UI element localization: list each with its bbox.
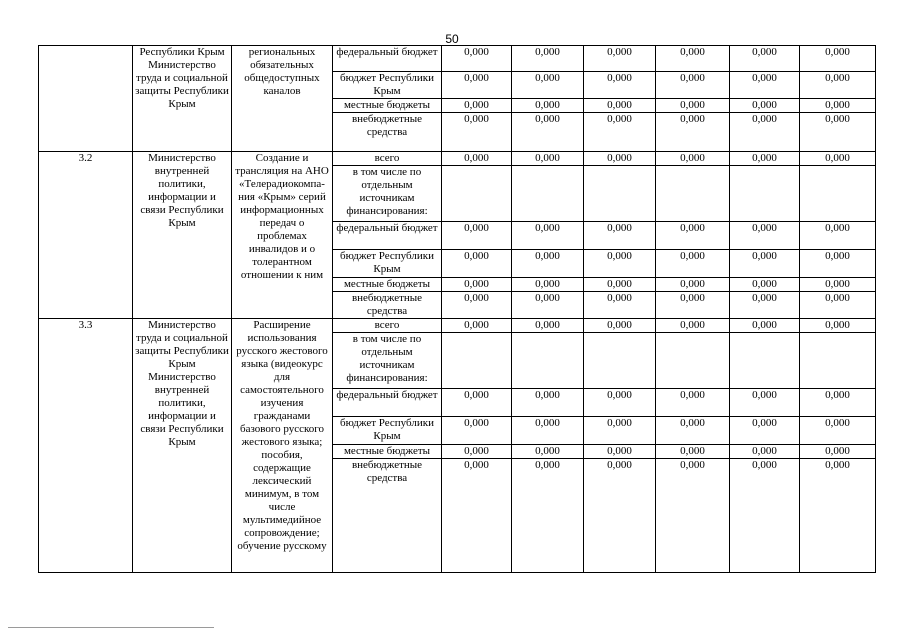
source-cell: местные бюджеты bbox=[333, 99, 442, 113]
activity-cell: Создание и трансляция на АНО «Телерадиокомпа-ния «Крым» серий информационных передач о проблемах инвалидов и о толерантном отношении к ним bbox=[232, 152, 333, 319]
value-cell: 0,000 bbox=[584, 250, 656, 278]
value-cell bbox=[442, 166, 512, 222]
value-cell: 0,000 bbox=[442, 445, 512, 459]
activity-cell: региональных обязательных общедоступных каналов bbox=[232, 46, 333, 152]
value-cell: 0,000 bbox=[442, 152, 512, 166]
value-cell: 0,000 bbox=[800, 389, 876, 417]
value-cell: 0,000 bbox=[656, 292, 730, 319]
row-number: 3.3 bbox=[39, 319, 133, 573]
value-cell: 0,000 bbox=[442, 72, 512, 99]
value-cell: 0,000 bbox=[584, 389, 656, 417]
value-cell bbox=[584, 333, 656, 389]
value-cell bbox=[800, 333, 876, 389]
source-cell: федеральный бюджет bbox=[333, 389, 442, 417]
value-cell: 0,000 bbox=[584, 99, 656, 113]
table-row bbox=[39, 46, 876, 72]
source-cell: бюджет Республики Крым bbox=[333, 72, 442, 99]
value-cell: 0,000 bbox=[656, 278, 730, 292]
value-cell: 0,000 bbox=[442, 222, 512, 250]
value-cell: 0,000 bbox=[512, 46, 584, 72]
value-cell: 0,000 bbox=[730, 99, 800, 113]
value-cell bbox=[512, 166, 584, 222]
value-cell: 0,000 bbox=[800, 46, 876, 72]
value-cell: 0,000 bbox=[442, 46, 512, 72]
page-number: 50 bbox=[445, 32, 459, 46]
value-cell: 0,000 bbox=[730, 417, 800, 445]
value-cell: 0,000 bbox=[584, 113, 656, 152]
value-cell: 0,000 bbox=[800, 417, 876, 445]
value-cell: 0,000 bbox=[584, 152, 656, 166]
value-cell bbox=[800, 166, 876, 222]
value-cell: 0,000 bbox=[730, 459, 800, 573]
value-cell bbox=[730, 166, 800, 222]
source-cell: местные бюджеты bbox=[333, 445, 442, 459]
value-cell: 0,000 bbox=[512, 319, 584, 333]
value-cell: 0,000 bbox=[730, 445, 800, 459]
value-cell: 0,000 bbox=[442, 459, 512, 573]
value-cell: 0,000 bbox=[656, 152, 730, 166]
value-cell bbox=[730, 333, 800, 389]
value-cell: 0,000 bbox=[512, 445, 584, 459]
executor-cell: Министерство внутренней политики, информации и связи Республики Крым bbox=[133, 152, 232, 319]
value-cell: 0,000 bbox=[656, 113, 730, 152]
value-cell: 0,000 bbox=[442, 99, 512, 113]
value-cell: 0,000 bbox=[730, 222, 800, 250]
value-cell: 0,000 bbox=[656, 319, 730, 333]
value-cell bbox=[584, 166, 656, 222]
value-cell: 0,000 bbox=[656, 72, 730, 99]
value-cell: 0,000 bbox=[512, 278, 584, 292]
source-cell: в том числе по отдельным источникам финансирования: bbox=[333, 333, 442, 389]
value-cell: 0,000 bbox=[512, 417, 584, 445]
footer-line bbox=[8, 627, 214, 628]
value-cell: 0,000 bbox=[800, 292, 876, 319]
value-cell: 0,000 bbox=[512, 222, 584, 250]
value-cell: 0,000 bbox=[800, 459, 876, 573]
value-cell: 0,000 bbox=[512, 389, 584, 417]
value-cell: 0,000 bbox=[512, 459, 584, 573]
source-cell: всего bbox=[333, 152, 442, 166]
value-cell: 0,000 bbox=[730, 292, 800, 319]
value-cell bbox=[512, 333, 584, 389]
value-cell: 0,000 bbox=[584, 292, 656, 319]
value-cell: 0,000 bbox=[584, 417, 656, 445]
value-cell: 0,000 bbox=[656, 389, 730, 417]
executor-cell: Министерство труда и социальной защиты Республики Крым Министерство внутренней политики, информации и связи Республики Крым bbox=[133, 319, 232, 573]
value-cell: 0,000 bbox=[584, 278, 656, 292]
source-cell: федеральный бюджет bbox=[333, 222, 442, 250]
value-cell: 0,000 bbox=[800, 222, 876, 250]
value-cell: 0,000 bbox=[730, 72, 800, 99]
value-cell: 0,000 bbox=[656, 250, 730, 278]
row-number bbox=[39, 46, 133, 152]
value-cell: 0,000 bbox=[656, 222, 730, 250]
value-cell: 0,000 bbox=[656, 99, 730, 113]
source-cell: внебюджетные средства bbox=[333, 113, 442, 152]
value-cell: 0,000 bbox=[730, 152, 800, 166]
value-cell: 0,000 bbox=[800, 250, 876, 278]
value-cell: 0,000 bbox=[730, 319, 800, 333]
value-cell bbox=[656, 333, 730, 389]
value-cell: 0,000 bbox=[656, 46, 730, 72]
value-cell: 0,000 bbox=[512, 250, 584, 278]
row-number: 3.2 bbox=[39, 152, 133, 319]
table-row bbox=[39, 319, 876, 333]
table-body bbox=[39, 46, 876, 573]
value-cell: 0,000 bbox=[800, 278, 876, 292]
value-cell: 0,000 bbox=[800, 152, 876, 166]
value-cell: 0,000 bbox=[442, 319, 512, 333]
value-cell: 0,000 bbox=[584, 46, 656, 72]
source-cell: федеральный бюджет bbox=[333, 46, 442, 72]
source-cell: внебюджетные средства bbox=[333, 292, 442, 319]
value-cell: 0,000 bbox=[512, 113, 584, 152]
value-cell: 0,000 bbox=[656, 445, 730, 459]
value-cell: 0,000 bbox=[730, 250, 800, 278]
value-cell: 0,000 bbox=[584, 319, 656, 333]
value-cell: 0,000 bbox=[512, 99, 584, 113]
value-cell: 0,000 bbox=[442, 389, 512, 417]
value-cell: 0,000 bbox=[442, 292, 512, 319]
value-cell: 0,000 bbox=[800, 113, 876, 152]
source-cell: внебюджетные средства bbox=[333, 459, 442, 573]
value-cell: 0,000 bbox=[800, 445, 876, 459]
value-cell: 0,000 bbox=[730, 113, 800, 152]
value-cell: 0,000 bbox=[656, 417, 730, 445]
value-cell: 0,000 bbox=[800, 72, 876, 99]
value-cell: 0,000 bbox=[512, 72, 584, 99]
value-cell: 0,000 bbox=[656, 459, 730, 573]
value-cell: 0,000 bbox=[730, 389, 800, 417]
value-cell: 0,000 bbox=[442, 113, 512, 152]
source-cell: местные бюджеты bbox=[333, 278, 442, 292]
activity-cell: Расширение использования русского жестового языка (видеокурс для самостоятельного изучения гражданами базового русского жестового языка; пособия, содержащие лексический минимум, в том числе мультимедийное сопровождение; обучение русскому bbox=[232, 319, 333, 573]
executor-cell: Республики Крым Министерство труда и социальной защиты Республики Крым bbox=[133, 46, 232, 152]
value-cell: 0,000 bbox=[442, 417, 512, 445]
value-cell: 0,000 bbox=[800, 319, 876, 333]
table-row bbox=[39, 152, 876, 166]
value-cell: 0,000 bbox=[730, 278, 800, 292]
value-cell bbox=[656, 166, 730, 222]
source-cell: бюджет Республики Крым bbox=[333, 250, 442, 278]
source-cell: всего bbox=[333, 319, 442, 333]
value-cell: 0,000 bbox=[584, 459, 656, 573]
funding-table bbox=[38, 45, 876, 573]
value-cell: 0,000 bbox=[512, 152, 584, 166]
value-cell: 0,000 bbox=[442, 250, 512, 278]
value-cell: 0,000 bbox=[800, 99, 876, 113]
value-cell: 0,000 bbox=[584, 222, 656, 250]
value-cell: 0,000 bbox=[730, 46, 800, 72]
source-cell: бюджет Республики Крым bbox=[333, 417, 442, 445]
value-cell: 0,000 bbox=[512, 292, 584, 319]
value-cell: 0,000 bbox=[442, 278, 512, 292]
value-cell: 0,000 bbox=[584, 72, 656, 99]
value-cell bbox=[442, 333, 512, 389]
source-cell: в том числе по отдельным источникам финансирования: bbox=[333, 166, 442, 222]
value-cell: 0,000 bbox=[584, 445, 656, 459]
